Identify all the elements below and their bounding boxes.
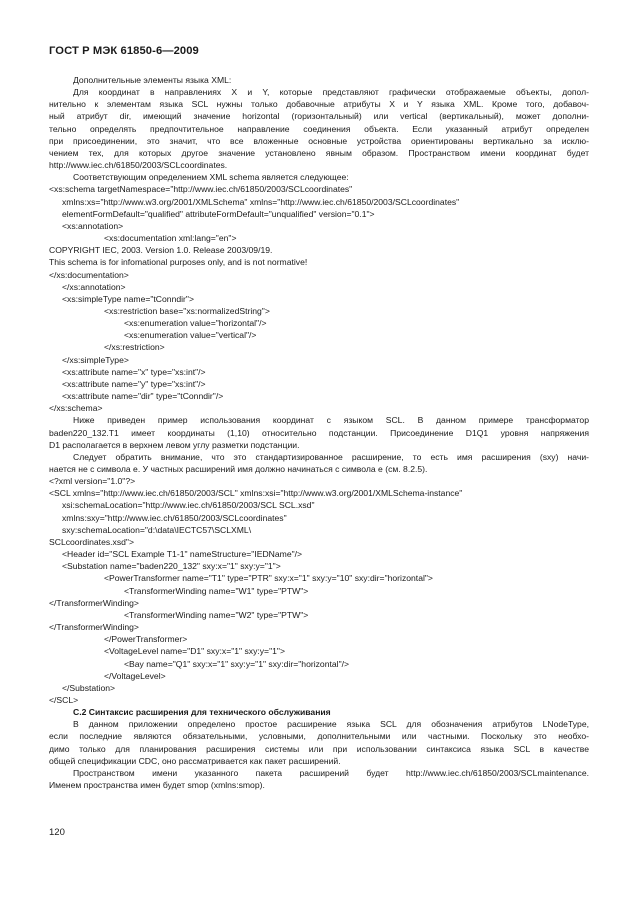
text-line: baden220_132.T1 имеет координаты (1,10) относительно подстанции. Присоединение D1Q1 уровня напряжения — [49, 427, 589, 438]
code-line: SCLcoordinates.xsd"> — [49, 536, 134, 547]
code-line: <VoltageLevel name="D1" sxy:x="1" sxy:y="1"> — [104, 646, 285, 657]
text-line: В данном приложении определено простое расширение языка SCL для обозначения атрибутов LNodeType, — [73, 719, 589, 730]
code-line: <Substation name="baden220_132" sxy:x="1" sxy:y="1"> — [62, 561, 281, 572]
code-line: </TransformerWinding> — [49, 622, 139, 633]
text-line: общей спецификации CDC, оно рассматривается как пакет расширений. — [49, 755, 341, 766]
code-line: </SCL> — [49, 694, 79, 705]
code-line: </TransformerWinding> — [49, 597, 139, 608]
page-number: 120 — [49, 827, 65, 838]
code-line: <Header id="SCL Example T1-1" nameStructure="IEDName"/> — [62, 549, 303, 560]
text-line: Ниже приведен пример использования координат с языком SCL. В данном примере трансформатор — [73, 415, 589, 426]
code-line: <PowerTransformer name="T1" type="PTR" sxy:x="1" sxy:y="10" sxy:dir="horizontal"> — [104, 573, 433, 584]
code-line: <xs:attribute name="dir" type="tConndir"/> — [62, 391, 224, 402]
text-line: ный атрибут dir, имеющий значение horizontal (горизонтальный) или vertical (вертикальный), может дополни- — [49, 111, 589, 122]
text-line: Именем пространства имен будет smop (xmlns:smop). — [49, 780, 265, 791]
text-line: Соответствующим определением XML schema является следующее: — [73, 172, 349, 183]
code-line: xsi:schemaLocation="http://www.iec.ch/61850/2003/SCL SCL.xsd" — [62, 500, 315, 511]
text-line: нается не с символа е. У частных расширений имя должно начинаться с символа е (см. 8.2.5). — [49, 464, 428, 474]
code-line: <xs:simpleType name="tConndir"> — [62, 293, 194, 304]
code-line: <TransformerWinding name="W2" type="PTW"> — [124, 609, 309, 620]
code-line: <SCL xmlns="http://www.iec.ch/61850/2003/SCL" xmlns:xsi="http://www.w3.org/2001/XMLSchema-instance" — [49, 488, 463, 499]
code-line: <Bay name="Q1" sxy:x="1" sxy:y="1" sxy:dir="horizontal"/> — [124, 658, 350, 669]
code-line: xmlns:sxy="http://www.iec.ch/61850/2003/SCLcoordinates" — [62, 512, 287, 523]
code-line: <xs:enumeration value="vertical"/> — [124, 330, 257, 341]
code-line: </Substation> — [62, 682, 116, 693]
code-line: </xs:schema> — [49, 403, 103, 414]
text-line: если последние являются обязательными, условными, дополнительными или частными. Поскольку это необхо- — [49, 731, 589, 742]
text-line: http://www.iec.ch/61850/2003/SCLcoordinates. — [49, 160, 228, 171]
code-line: <TransformerWinding name="W1" type="PTW"> — [124, 585, 309, 596]
code-line: <xs:enumeration value="horizontal"/> — [124, 318, 267, 329]
text-line: Следует обратить внимание, что это стандартизированное расширение, то есть имя расширения (sxy) начи- — [73, 451, 589, 462]
text-line: чением тех, для которых другое значение установлено явным образом. Пространством имени координат будет — [49, 147, 589, 158]
code-line: COPYRIGHT IEC, 2003. Version 1.0. Release 2003/09/19. — [49, 245, 273, 256]
code-line: This schema is for infomational purposes only, and is not normative! — [49, 257, 308, 268]
text-line: Дополнительные элементы языка XML: — [73, 75, 232, 85]
code-line: </xs:simpleType> — [62, 354, 129, 365]
code-line: <xs:schema targetNamespace="http://www.iec.ch/61850/2003/SCLcoordinates" — [49, 184, 353, 195]
section-heading: С.2 Синтаксис расширения для технического обслуживания — [73, 707, 331, 718]
text-line: Для координат в направлениях X и Y, которые представляют графически отображаемые объекты, допол- — [73, 87, 589, 98]
code-line: </VoltageLevel> — [104, 670, 166, 681]
code-line: sxy:schemaLocation="d:\data\IECTC57\SCLXML\ — [62, 524, 252, 535]
text-line: D1 располагается в верхнем левом углу разметки подстанции. — [49, 439, 300, 450]
code-line: <?xml version="1.0"?> — [49, 476, 136, 487]
code-line: <xs:documentation xml:lang="en"> — [104, 233, 237, 244]
text-line: тельно определять предпочтительное направление соединения объекта. Если указанный атрибут определен — [49, 123, 589, 134]
code-line: <xs:restriction base="xs:normalizedString"> — [104, 305, 270, 316]
text-line: димо только для планирования расширения системы или при использовании синтаксиса языка SCL в качестве — [49, 743, 589, 754]
code-line: </PowerTransformer> — [104, 634, 188, 645]
code-line: xmlns:xs="http://www.w3.org/2001/XMLSchema" xmlns="http://www.iec.ch/61850/2003/SCLcoordinates" — [62, 196, 460, 207]
code-line: elementFormDefault="qualified" attributeFormDefault="unqualified" version="0.1"> — [62, 208, 375, 219]
page-body — [49, 74, 589, 791]
text-line: при присоединении, это значит, что все вложенные основные устройства ориентированы вертикально за исклю- — [49, 135, 589, 146]
document-header: ГОСТ Р МЭК 61850-6—2009 — [49, 45, 199, 57]
code-line: </xs:restriction> — [104, 342, 165, 353]
code-line: </xs:annotation> — [62, 281, 126, 292]
code-line: <xs:attribute name="x" type="xs:int"/> — [62, 366, 206, 377]
code-line: <xs:attribute name="y" type="xs:int"/> — [62, 378, 206, 389]
text-line: Пространством имени указанного пакета расширений будет http://www.iec.ch/61850/2003/SCLmaintenance. — [73, 767, 589, 778]
code-line: <xs:annotation> — [62, 220, 124, 231]
text-line: нительно к элементам языка SCL нужны только добавочные атрибуты X и Y языка XML. Кроме того, добавоч- — [49, 99, 589, 110]
code-line: </xs:documentation> — [49, 269, 129, 280]
